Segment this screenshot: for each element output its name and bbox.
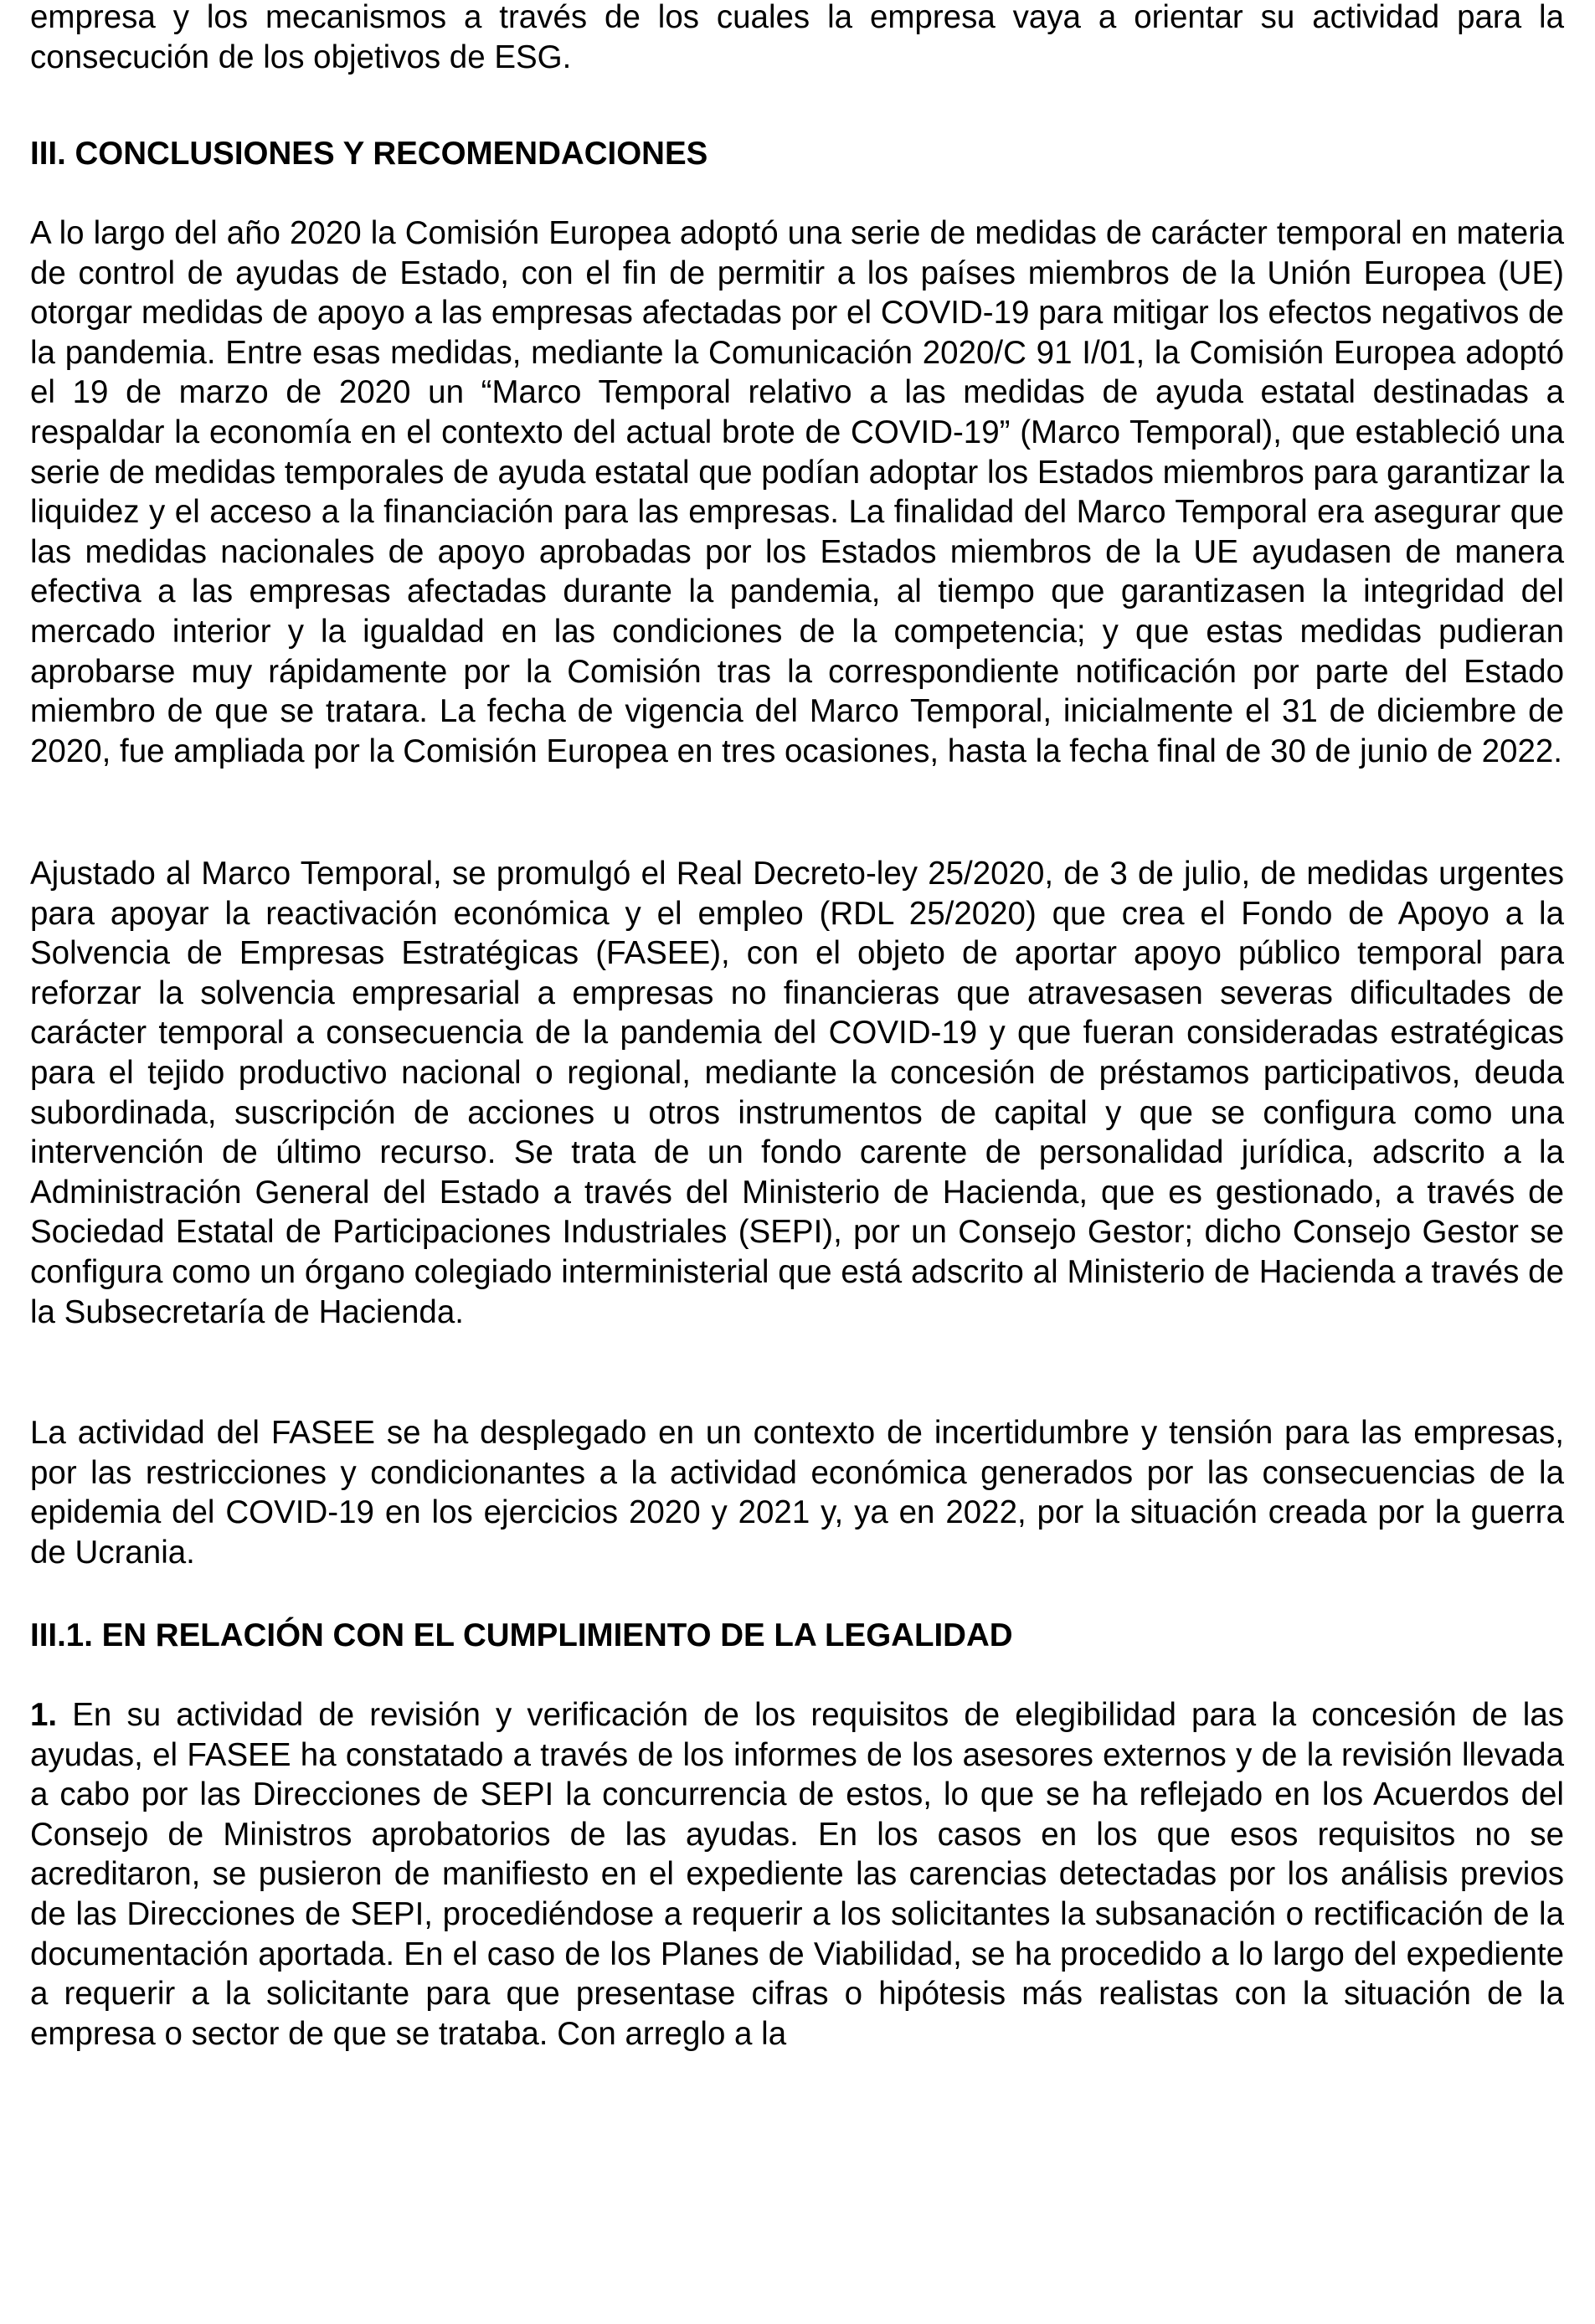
- document-page: [30, 0, 1564, 2324]
- paragraph-2: Ajustado al Marco Temporal, se promulgó el Real Decreto-ley 25/2020, de 3 de julio, de medidas urgentes para apoyar la reactivación económica y el empleo (RDL 25/2020) que crea el Fondo de Apoyo a la Solvencia de Empresas Estratégicas (FASEE), con el objeto de aportar apoyo público temporal para reforzar la solvencia empresarial a empresas no financieras que atravesasen severas dificultades de carácter temporal a consecuencia de la pandemia del COVID-19 y que fueran consideradas estratégicas para el tejido productivo nacional o regional, mediante la concesión de préstamos participativos, deuda subordinada, suscripción de acciones u otros instrumentos de capital y que se configura como una intervención de último recurso. Se trata de un fondo carente de personalidad jurídica, adscrito a la Administración General del Estado a través del Ministerio de Hacienda, que es gestionado, a través de Sociedad Estatal de Participaciones Industriales (SEPI), por un Consejo Gestor; dicho Consejo Gestor se configura como un órgano colegiado interministerial que está adscrito al Ministerio de Hacienda a través de la Subsecretaría de Hacienda.: [30, 856, 1564, 1330]
- intro-paragraph: empresa y los mecanismos a través de los cuales la empresa vaya a orientar su actividad para la consecución de los objetivos de ESG.: [30, 0, 1564, 75]
- section-heading: III. CONCLUSIONES Y RECOMENDACIONES: [30, 136, 708, 172]
- paragraph-4-number: 1.: [30, 1697, 58, 1733]
- paragraph-4-text: En su actividad de revisión y verificación de los requisitos de elegibilidad para la concesión de las ayudas, el FASEE ha constatado a través de los informes de los asesores externos y de la revisión llevada a cabo por las Direcciones de SEPI la concurrencia de estos, lo que se ha reflejado en los Acuerdos del Consejo de Ministros aprobatorios de las ayudas. En los casos en los que esos requisitos no se acreditaron, se pusieron de manifiesto en el expediente las carencias detectadas por los análisis previos de las Direcciones de SEPI, procediéndose a requerir a los solicitantes la subsanación o rectificación de la documentación aportada. En el caso de los Planes de Viabilidad, se ha procedido a lo largo del expediente a requerir a la solicitante para que presentase cifras o hipótesis más realistas con la situación de la empresa o sector de que se trataba. Con arreglo a la: [30, 1697, 1564, 2052]
- paragraph-3: La actividad del FASEE se ha desplegado en un contexto de incertidumbre y tensión para las empresas, por las restricciones y condicionantes a la actividad económica generados por las consecuencias de la epidemia del COVID-19 en los ejercicios 2020 y 2021 y, ya en 2022, por la situación creada por la guerra de Ucrania.: [30, 1415, 1564, 1571]
- paragraph-4: [30, 1695, 1564, 2054]
- paragraph-1: A lo largo del año 2020 la Comisión Europea adoptó una serie de medidas de carácter temporal en materia de control de ayudas de Estado, con el fin de permitir a los países miembros de la Unión Europea (UE) otorgar medidas de apoyo a las empresas afectadas por el COVID-19 para mitigar los efectos negativos de la pandemia. Entre esas medidas, mediante la Comunicación 2020/C 91 I/01, la Comisión Europea adoptó el 19 de marzo de 2020 un “Marco Temporal relativo a las medidas de ayuda estatal destinadas a respaldar la economía en el contexto del actual brote de COVID-19” (Marco Temporal), que estableció una serie de medidas temporales de ayuda estatal que podían adoptar los Estados miembros para garantizar la liquidez y el acceso a la financiación para las empresas. La finalidad del Marco Temporal era asegurar que las medidas nacionales de apoyo aprobadas por los Estados miembros de la UE ayudasen de manera efectiva a las empresas afectadas durante la pandemia, al tiempo que garantizasen la integridad del mercado interior y la igualdad en las condiciones de la competencia; y que estas medidas pudieran aprobarse muy rápidamente por la Comisión tras la correspondiente notificación por parte del Estado miembro de que se tratara. La fecha de vigencia del Marco Temporal, inicialmente el 31 de diciembre de 2020, fue ampliada por la Comisión Europea en tres ocasiones, hasta la fecha final de 30 de junio de 2022.: [30, 215, 1564, 769]
- subsection-heading: III.1. EN RELACIÓN CON EL CUMPLIMIENTO DE LA LEGALIDAD: [30, 1617, 1013, 1653]
